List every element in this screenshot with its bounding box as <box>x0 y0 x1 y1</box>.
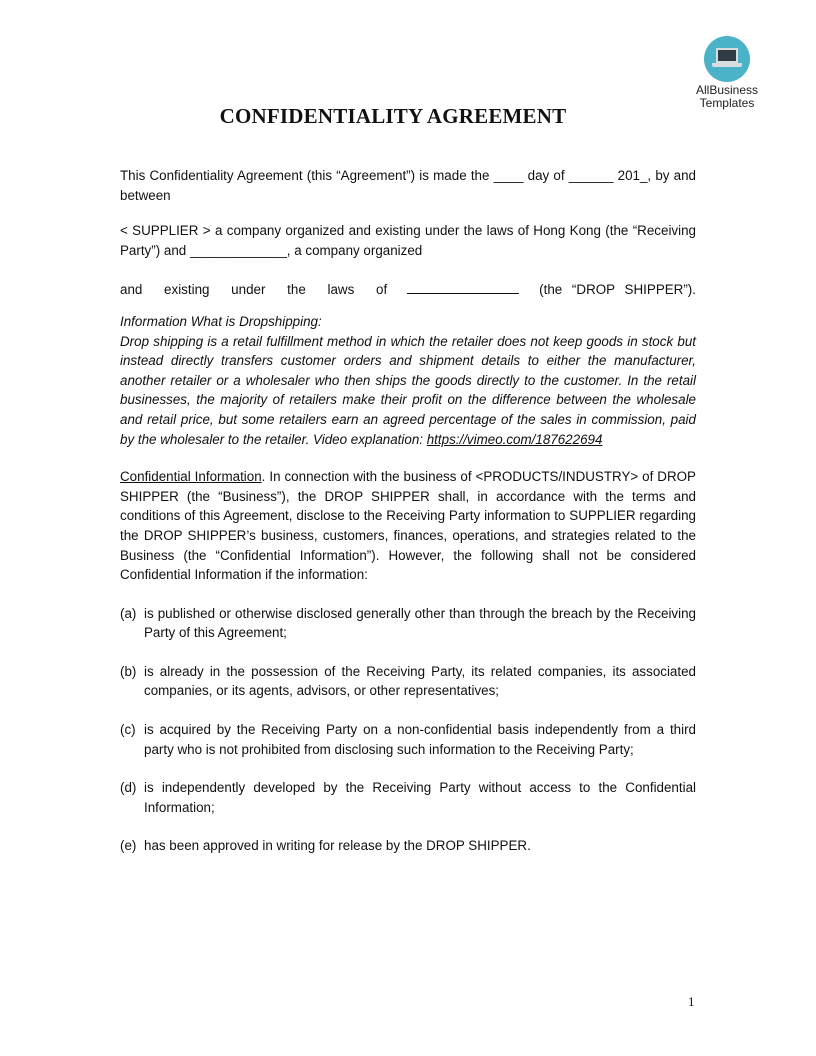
jurisdiction-paragraph <box>120 280 696 300</box>
list-marker: (d) <box>120 780 137 796</box>
list-text: is acquired by the Receiving Party on a non-confidential basis independently from a third party who is not prohibited from disclosing such information to the Receiving Party; <box>144 722 696 757</box>
jurisdiction-end: (the “DROP SHIPPER”). <box>539 282 696 298</box>
confidential-info-body: . In connection with the business of <PRODUCTS/INDUSTRY> of DROP SHIPPER (the “Business”), the DROP SHIPPER shall, in accordance with the terms and conditions of this Agreement, disclose to the Receiving Party information to SUPPLIER regarding the DROP SHIPPER’s business, customers, finances, operations, and strategies related to the Business (the “Confidential Information”). However, the following shall not be considered Confidential Information if the information: <box>120 469 696 583</box>
list-marker: (c) <box>120 722 136 738</box>
laptop-icon <box>704 36 750 82</box>
document-title: CONFIDENTIALITY AGREEMENT <box>219 104 567 128</box>
parties-paragraph: < SUPPLIER > a company organized and existing under the laws of Hong Kong (the “Receiving Party”) and _____________, a company organized <box>120 223 696 258</box>
list-text: is published or otherwise disclosed generally other than through the breach by the Receiving Party of this Agreement; <box>144 605 696 641</box>
jurisdiction-blank <box>407 280 519 294</box>
dropshipping-body: Drop shipping is a retail fulfillment method in which the retailer does not keep goods in stock but instead directly transfers customer orders and shipment details to either the manufacturer, another retailer or a wholesaler who then ships the goods directly to the customer. In the retail businesses, the majority of retailers make their profit on the difference between the wholesale and retail price, but some retailers earn an agreed percentage of the sales in commission, paid by the wholesaler to the retailer. <box>120 333 696 447</box>
intro-paragraph: This Confidentiality Agreement (this “Agreement”) is made the ____ day of ______ 201_, by and between <box>120 168 696 203</box>
dropshipping-section <box>120 312 696 449</box>
exclusion-item-a <box>120 604 696 643</box>
allbusiness-logo <box>690 36 764 110</box>
video-link[interactable]: https://vimeo.com/187622694 <box>426 431 603 447</box>
list-text: has been approved in writing for release by the DROP SHIPPER. <box>144 838 531 854</box>
list-marker: (b) <box>120 663 137 679</box>
document-body <box>120 166 696 875</box>
confidential-info-heading: Confidential Information <box>120 469 262 485</box>
page-number: 1 <box>688 994 695 1009</box>
list-text: is independently developed by the Receiving Party without access to the Confidential Information; <box>144 780 696 815</box>
dropshipping-heading: Information What is Dropshipping: <box>120 313 322 329</box>
video-label: Video explanation: <box>313 431 423 447</box>
logo-text-line2: Templates <box>699 96 755 110</box>
exclusion-item-b <box>120 662 696 701</box>
list-text: is already in the possession of the Receiving Party, its related companies, its associated companies, or its agents, advisors, or other representatives; <box>144 663 696 699</box>
list-marker: (a) <box>120 605 137 621</box>
exclusion-item-c <box>120 720 696 759</box>
exclusion-item-d <box>120 778 696 817</box>
jurisdiction-start: and existing under the laws of <box>120 282 388 298</box>
exclusion-item-e <box>120 836 696 856</box>
list-marker: (e) <box>120 838 137 854</box>
logo-text-line1: AllBusiness <box>695 83 759 97</box>
confidential-info-paragraph <box>120 467 696 585</box>
